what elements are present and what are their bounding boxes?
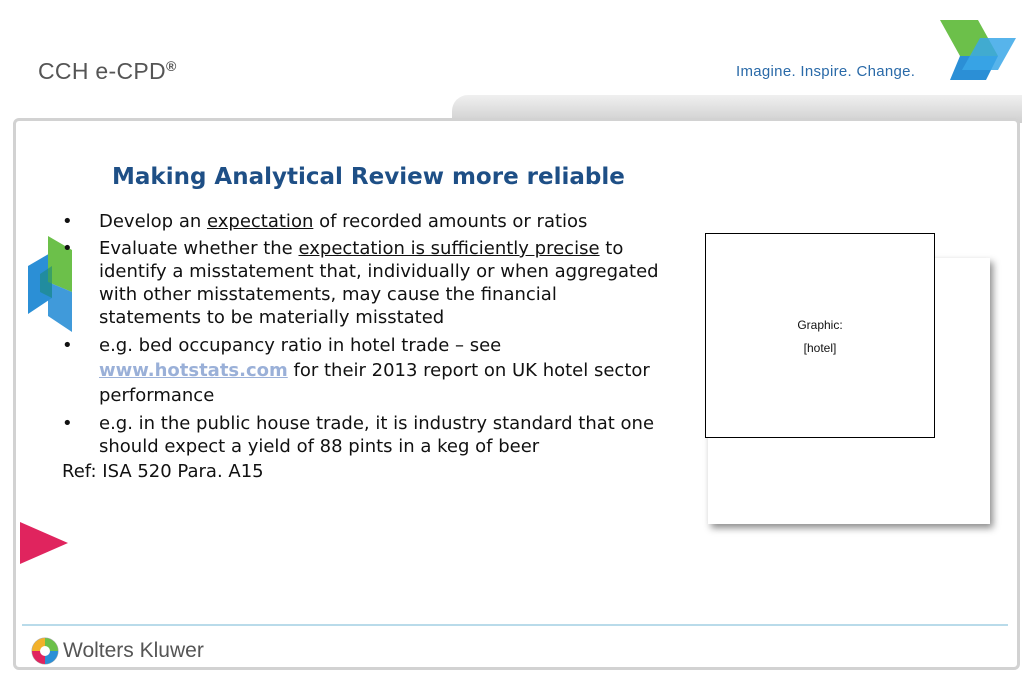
brand-chevron-icon (938, 18, 1018, 80)
tagline: Imagine. Inspire. Change. (736, 63, 916, 80)
bullet-text: for their 2013 report on UK hotel sector performance (99, 360, 650, 406)
bullet-text: e.g. bed occupancy ratio in hotel trade – see (99, 335, 502, 356)
footer-divider (22, 624, 1008, 626)
registered-mark: ® (165, 58, 177, 74)
graphic-label: Graphic: (797, 318, 843, 332)
bullet-glyph: • (62, 335, 73, 356)
bullet-item (62, 237, 662, 329)
hotstats-link[interactable]: www.hotstats.com (99, 360, 288, 381)
reference-text: Ref: ISA 520 Para. A15 (62, 461, 264, 482)
bullet-text: to identify a misstatement that, individually or when aggregated with other misstatements, may cause the financial statements to be materially misstated (99, 238, 659, 328)
logo-text: CCH e-CPD (38, 58, 166, 84)
globe-icon (30, 636, 60, 666)
underlined-term: expectation is sufficiently precise (298, 238, 600, 259)
graphic-caption: [hotel] (803, 341, 837, 355)
slide-title: Making Analytical Review more reliable (112, 164, 625, 190)
bullet-item (62, 210, 662, 233)
graphic-placeholder (705, 233, 935, 438)
bullet-text: Develop an (99, 211, 207, 232)
cch-ecpd-logo (38, 58, 177, 85)
bullet-item (62, 333, 662, 408)
bullet-list (62, 210, 662, 458)
bullet-text: e.g. in the public house trade, it is industry standard that one should expect a yield of 88 pints in a keg of beer (99, 413, 655, 457)
underlined-term: expectation (206, 211, 314, 232)
bullet-glyph: • (62, 211, 73, 232)
bullet-item (62, 412, 662, 458)
bullet-glyph: • (62, 413, 73, 434)
bullet-glyph: • (62, 238, 73, 259)
footer-brand: Wolters Kluwer (63, 639, 204, 662)
pink-arrow-icon (20, 522, 70, 564)
bullet-text: of recorded amounts or ratios (313, 211, 588, 232)
bullet-text: Evaluate whether the (99, 238, 299, 259)
wolters-kluwer-logo (30, 636, 204, 666)
